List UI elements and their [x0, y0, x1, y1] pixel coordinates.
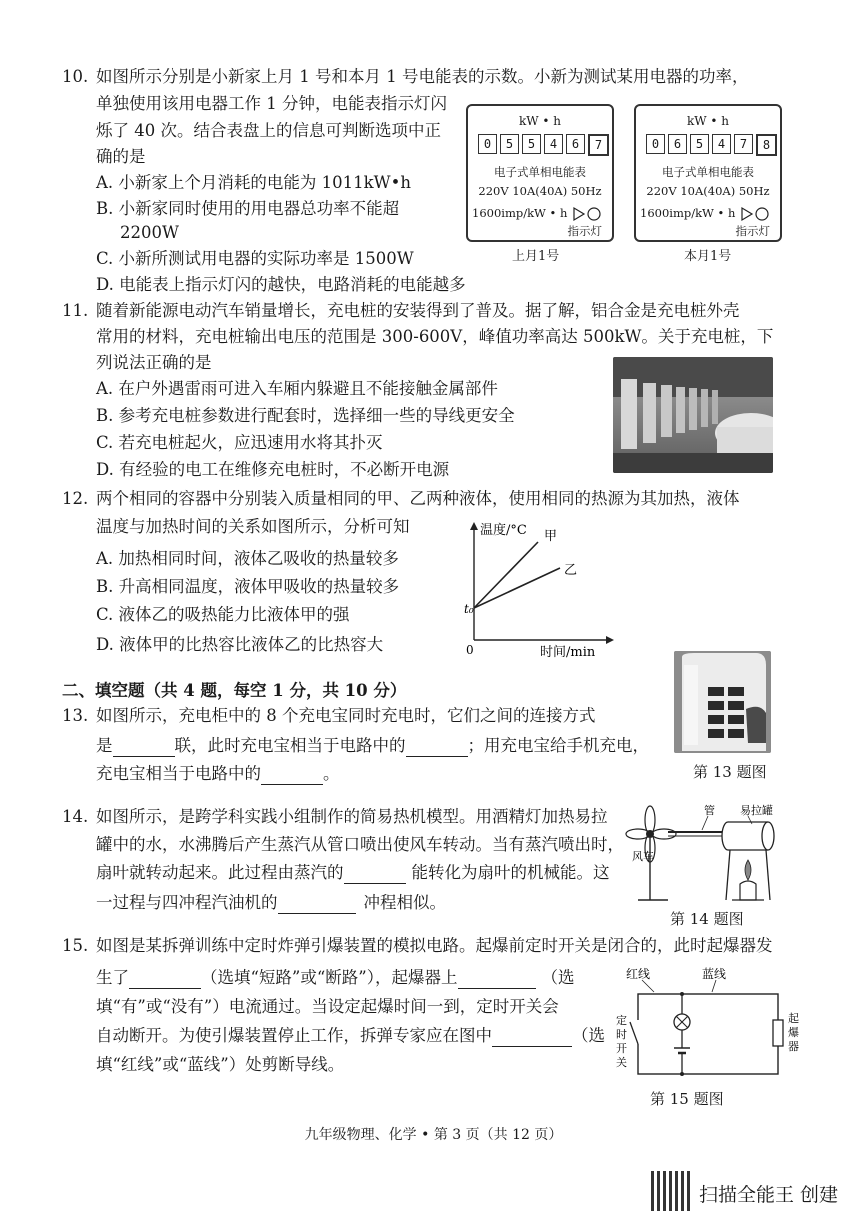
switch-label-3: 开: [616, 1042, 627, 1055]
q13-line2: [96, 735, 649, 757]
meter-digit: 0: [646, 134, 665, 154]
answer-blank[interactable]: [492, 1029, 572, 1047]
heat-engine-figure: [628, 800, 778, 908]
meter-digit: 5: [500, 134, 519, 154]
meter-unit: kW • h: [686, 114, 730, 128]
q13-line3-a: 充电宝相当于电路中的: [96, 764, 261, 783]
graph-xlabel: 时间/min: [540, 645, 596, 660]
blue-wire-label: 蓝线: [702, 967, 727, 981]
q10-option-a: A. 小新家上个月消耗的电能为 1011kW•h: [96, 173, 411, 192]
q12-stem-line1: 两个相同的容器中分别装入质量相同的甲、乙两种液体，使用相同的热源为其加热，液体: [96, 489, 740, 508]
detonator-label-1: 起: [788, 1012, 799, 1025]
detonator-icon: [773, 1020, 783, 1046]
meter-rating: 220V 10A(40A) 50Hz: [478, 184, 602, 198]
q14-line2: 罐中的水，水沸腾后产生蒸汽从管口喷出使风车转动。当有蒸汽喷出时，: [96, 835, 624, 854]
red-wire-label: 红线: [626, 967, 651, 981]
q11-stem-line1: 随着新能源电动汽车销量增长，充电桩的安装得到了普及。据了解，铝合金是充电桩外壳: [96, 301, 740, 320]
charging-cabinet-illustration: [674, 651, 771, 753]
q10-option-c: C. 小新所测试用电器的实际功率是 1500W: [96, 249, 414, 268]
answer-blank[interactable]: [261, 767, 323, 785]
answer-blank[interactable]: [113, 739, 175, 757]
q10-option-b: B. 小新家同时使用的用电器总功率不能超: [96, 199, 400, 218]
meter-rating: 220V 10A(40A) 50Hz: [646, 184, 770, 198]
q15-caption: 第 15 题图: [650, 1090, 724, 1108]
q13-line3-b: 。: [323, 764, 340, 783]
q11-option-c: C. 若充电桩起火，应迅速用水将其扑灭: [96, 433, 383, 452]
q15-line2-c: （选: [541, 968, 575, 987]
series-jia-line: [474, 542, 538, 608]
q11-stem-line2: 常用的材料，充电桩输出电压的范围是 300-600V，峰值功率高达 500kW。关于充电桩，下: [96, 327, 774, 346]
charging-station-illustration: [613, 357, 773, 473]
windmill-label: 风车: [632, 850, 654, 863]
switch-label-2: 时: [616, 1028, 627, 1041]
q15-line2-b: （选填“短路”或“断路”），起爆器上: [201, 968, 458, 987]
series-label-yi: 乙: [564, 563, 578, 578]
charging-cabinet-photo: [674, 651, 771, 753]
meter-digit: 5: [522, 134, 541, 154]
meter-led-label: 指示灯: [735, 224, 770, 238]
graph-t0-label: t₀: [464, 602, 474, 616]
q14-line4-b: 冲程相似。: [363, 893, 446, 912]
q13-line3: [96, 763, 340, 785]
answer-blank[interactable]: [406, 739, 468, 757]
q12-stem-line2: 温度与加热时间的关系如图所示，分析可知: [96, 517, 410, 536]
q15-line4: [96, 1025, 605, 1047]
q15-line2: [96, 967, 575, 989]
meter-digits: [646, 134, 780, 156]
detonator-label-2: 爆: [788, 1026, 799, 1039]
q10-stem-line3: 烁了 40 次。结合表盘上的信息可判断选项中正: [96, 121, 441, 140]
meter-digit: 4: [712, 134, 731, 154]
q13-line2-a: 是: [96, 736, 113, 755]
q10-number: 10.: [62, 67, 89, 86]
meter-last-month: [466, 104, 614, 242]
q14-number: 14.: [62, 807, 89, 826]
meter-caption-right: 本月1号: [684, 249, 732, 264]
switch-label-4: 关: [616, 1056, 627, 1069]
series-yi-line: [474, 568, 560, 608]
q15-line3: 填“有”或“没有”）电流通过。当设定起爆时间一到，定时开关会: [96, 997, 559, 1016]
meter-name: 电子式单相电能表: [662, 165, 754, 179]
meter-digit-decimal: 8: [756, 134, 777, 156]
meter-caption-left: 上月1号: [512, 249, 560, 264]
q15-number: 15.: [62, 936, 89, 955]
meter-digit: 4: [544, 134, 563, 154]
q12-option-a: A. 加热相同时间，液体乙吸收的热量较多: [96, 549, 399, 568]
meter-unit: kW • h: [518, 114, 562, 128]
meter-digit: 7: [734, 134, 753, 154]
q11-option-a: A. 在户外遇雷雨可进入车厢内躲避且不能接触金属部件: [96, 379, 498, 398]
qr-code-icon: [651, 1171, 691, 1211]
q10-option-d: D. 电能表上指示灯闪的越快，电路消耗的电能越多: [96, 275, 466, 294]
q10-stem-line2: 单独使用该用电器工作 1 分钟，电能表指示灯闪: [96, 94, 447, 113]
q11-option-b: B. 参考充电桩参数进行配套时，选择细一些的导线更安全: [96, 406, 515, 425]
meter-digit: 6: [566, 134, 585, 154]
q14-line4-a: 一过程与四冲程汽油机的: [96, 893, 278, 912]
q14-caption: 第 14 题图: [670, 910, 744, 928]
can-label: 易拉罐: [740, 804, 773, 817]
q11-number: 11.: [62, 301, 89, 320]
detonator-label-3: 器: [788, 1040, 799, 1053]
answer-blank[interactable]: [458, 971, 536, 989]
q11-stem-line3: 列说法正确的是: [96, 353, 212, 372]
series-label-jia: 甲: [544, 529, 558, 544]
meter-name: 电子式单相电能表: [494, 165, 586, 179]
q14-line1: 如图所示，是跨学科实践小组制作的简易热机模型。用酒精灯加热易拉: [96, 807, 608, 826]
graph-origin-label: 0: [466, 643, 474, 657]
answer-blank[interactable]: [344, 866, 406, 884]
q10-stem-line4: 确的是: [96, 147, 146, 166]
meter-digit: 0: [478, 134, 497, 154]
meter-imp: 1600imp/kW • h: [640, 206, 736, 220]
meter-digit: 6: [668, 134, 687, 154]
meter-this-month: [634, 104, 782, 242]
scanner-brand-watermark: 扫描全能王 创建: [699, 1184, 839, 1206]
indicator-icon: [572, 206, 608, 222]
q13-line2-c: ；用充电宝给手机充电，: [467, 736, 649, 755]
q14-line4: [96, 892, 446, 914]
page-footer: 九年级物理、化学 • 第 3 页（共 12 页）: [304, 1127, 563, 1143]
meter-digit: 5: [690, 134, 709, 154]
q13-line2-b: 联，此时充电宝相当于电路中的: [174, 736, 406, 755]
q10-stem-line1: 如图所示分别是小新家上月 1 号和本月 1 号电能表的示数。小新为测试某用电器的功率，: [96, 67, 749, 86]
q15-line2-a: 生了: [96, 968, 129, 987]
q13-number: 13.: [62, 706, 89, 725]
q13-line1: 如图所示，充电柜中的 8 个充电宝同时充电时，它们之间的连接方式: [96, 706, 596, 725]
answer-blank[interactable]: [278, 896, 356, 914]
charging-station-photo: [613, 357, 773, 473]
detonator-circuit-figure: [612, 964, 799, 1084]
switch-label-1: 定: [616, 1014, 627, 1027]
q12-option-b: B. 升高相同温度，液体甲吸收的热量较多: [96, 577, 400, 596]
graph-ylabel: 温度/°C: [480, 523, 527, 538]
q10-option-b-cont: 2200W: [120, 223, 179, 242]
q11-option-d: D. 有经验的电工在维修充电桩时，不必断开电源: [96, 460, 450, 479]
meter-digits: [478, 134, 612, 156]
q15-line1: 如图是某拆弹训练中定时炸弹引爆装置的模拟电路。起爆前定时开关是闭合的，此时起爆器发: [96, 936, 773, 955]
answer-blank[interactable]: [129, 971, 201, 989]
meter-digit-decimal: 7: [588, 134, 609, 156]
q12-option-c: C. 液体乙的吸热能力比液体甲的强: [96, 605, 350, 624]
meter-imp: 1600imp/kW • h: [472, 206, 568, 220]
q12-option-d: D. 液体甲的比热容比液体乙的比热容大: [96, 635, 384, 654]
pipe-label: 管: [704, 804, 715, 817]
q13-caption: 第 13 题图: [693, 763, 767, 781]
q14-line3-a: 扇叶就转动起来。此过程由蒸汽的: [96, 863, 344, 882]
q14-line3: [96, 862, 610, 884]
q15-line4-b: （选: [572, 1026, 605, 1045]
temperature-time-graph: [460, 520, 630, 660]
q15-line4-a: 自动断开。为使引爆装置停止工作，拆弹专家应在图中: [96, 1026, 492, 1045]
q15-line5: 填“红线”或“蓝线”）处剪断导线。: [96, 1055, 345, 1074]
q14-line3-b: 能转化为扇叶的机械能。这: [411, 863, 610, 882]
meter-led-label: 指示灯: [567, 224, 602, 238]
q12-number: 12.: [62, 489, 89, 508]
indicator-icon: [740, 206, 776, 222]
section-title: 二、填空题（共 4 题，每空 1 分，共 10 分）: [62, 681, 407, 700]
